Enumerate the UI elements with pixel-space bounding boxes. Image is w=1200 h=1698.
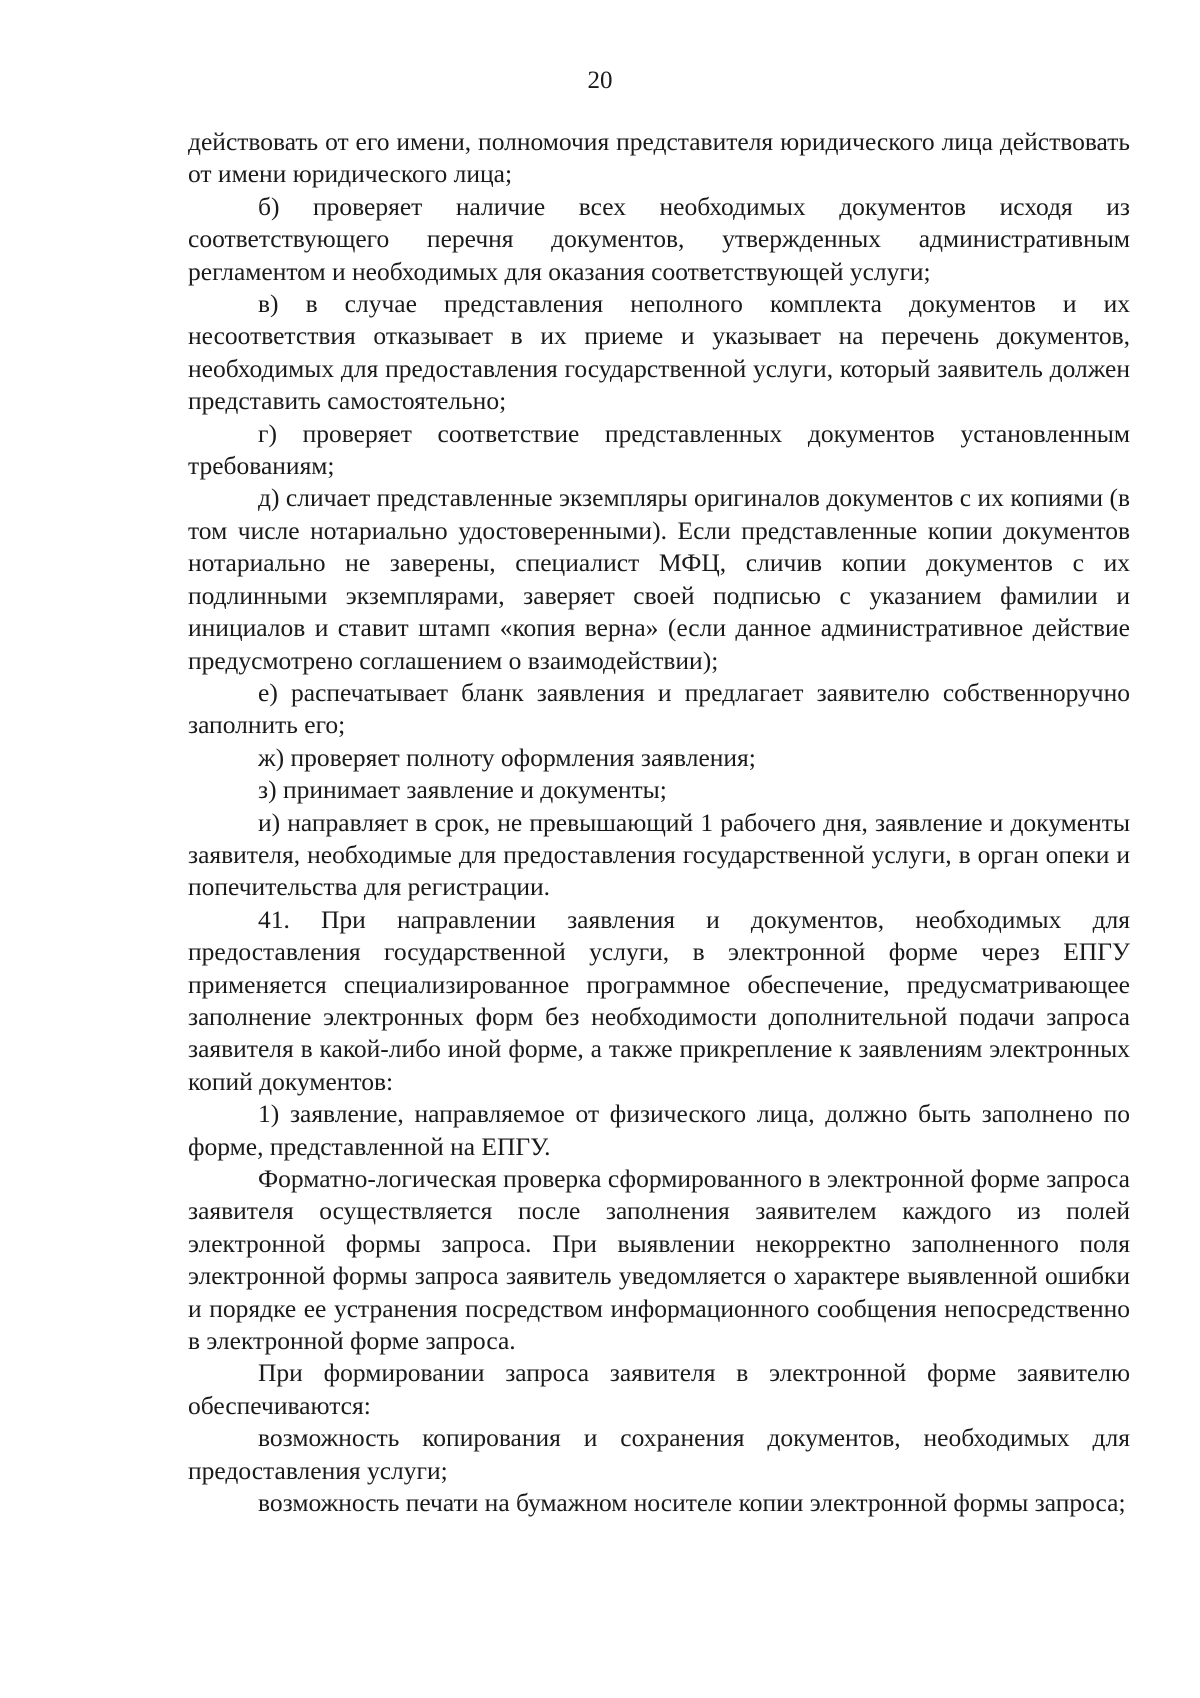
- paragraph: возможность печати на бумажном носителе копии электронной формы запроса;: [258, 1488, 1126, 1518]
- paragraph: 1) заявление, направляемое от физического лица, должно быть заполнено по форме, представленной на ЕПГУ.: [188, 1099, 1130, 1161]
- paragraph: г) проверяет соответствие представленных документов установленным требованиям;: [188, 418, 1130, 481]
- paragraph: е) распечатывает бланк заявления и предлагает заявителю собственноручно заполнить его;: [188, 677, 1130, 740]
- paragraph: з) принимает заявление и документы;: [258, 775, 667, 805]
- paragraph: При формировании запроса заявителя в электронной форме заявителю обеспечиваются:: [188, 1358, 1130, 1420]
- paragraph: 41. При направлении заявления и документов, необходимых для предоставления государственной услуги, в электронной форме через ЕПГУ применяется специализированное программное обеспечение, предусматривающее заполнение электронных форм без необходимости дополнительной подачи запроса заявителя в какой-либо иной форме, а также прикрепление к заявлениям электронных копий документов:: [188, 904, 1130, 1096]
- paragraph: Форматно-логическая проверка сформированного в электронной форме запроса заявителя осуществляется после заполнения заявителем каждого из полей электронной формы запроса. При выявлении некорректно заполненного поля электронной формы запроса заявитель уведомляется о характере выявленной ошибки и порядке ее устранения посредством информационного сообщения непосредственно в электронной форме запроса.: [188, 1164, 1130, 1356]
- document-body: [188, 126, 1130, 1519]
- paragraph: возможность копирования и сохранения документов, необходимых для предоставления услуги;: [188, 1423, 1130, 1485]
- paragraph: и) направляет в срок, не превышающий 1 рабочего дня, заявление и документы заявителя, необходимые для предоставления государственной услуги, в орган опеки и попечительства для регистрации.: [188, 807, 1130, 902]
- paragraph: ж) проверяет полноту оформления заявления;: [258, 742, 756, 772]
- paragraph: д) сличает представленные экземпляры оригиналов документов с их копиями (в том числе нотариально удостоверенными). Если представленные копии документов нотариально не заверены, специалист МФЦ, сличив копии документов с их подлинными экземплярами, заверяет своей подписью с указанием фамилии и инициалов и ставит штамп «копия верна» (если данное административное действие предусмотрено соглашением о взаимодействии);: [188, 483, 1130, 675]
- paragraph: в) в случае представления неполного комплекта документов и их несоответствия отказывает в их приеме и указывает на перечень документов, необходимых для предоставления государственной услуги, который заявитель должен представить самостоятельно;: [188, 289, 1130, 416]
- page-number: 20: [587, 67, 613, 94]
- paragraph: б) проверяет наличие всех необходимых документов исходя из соответствующего перечня документов, утвержденных административным регламентом и необходимых для оказания соответствующей услуги;: [188, 191, 1130, 286]
- paragraph: действовать от его имени, полномочия представителя юридического лица действовать от имени юридического лица;: [188, 127, 1130, 189]
